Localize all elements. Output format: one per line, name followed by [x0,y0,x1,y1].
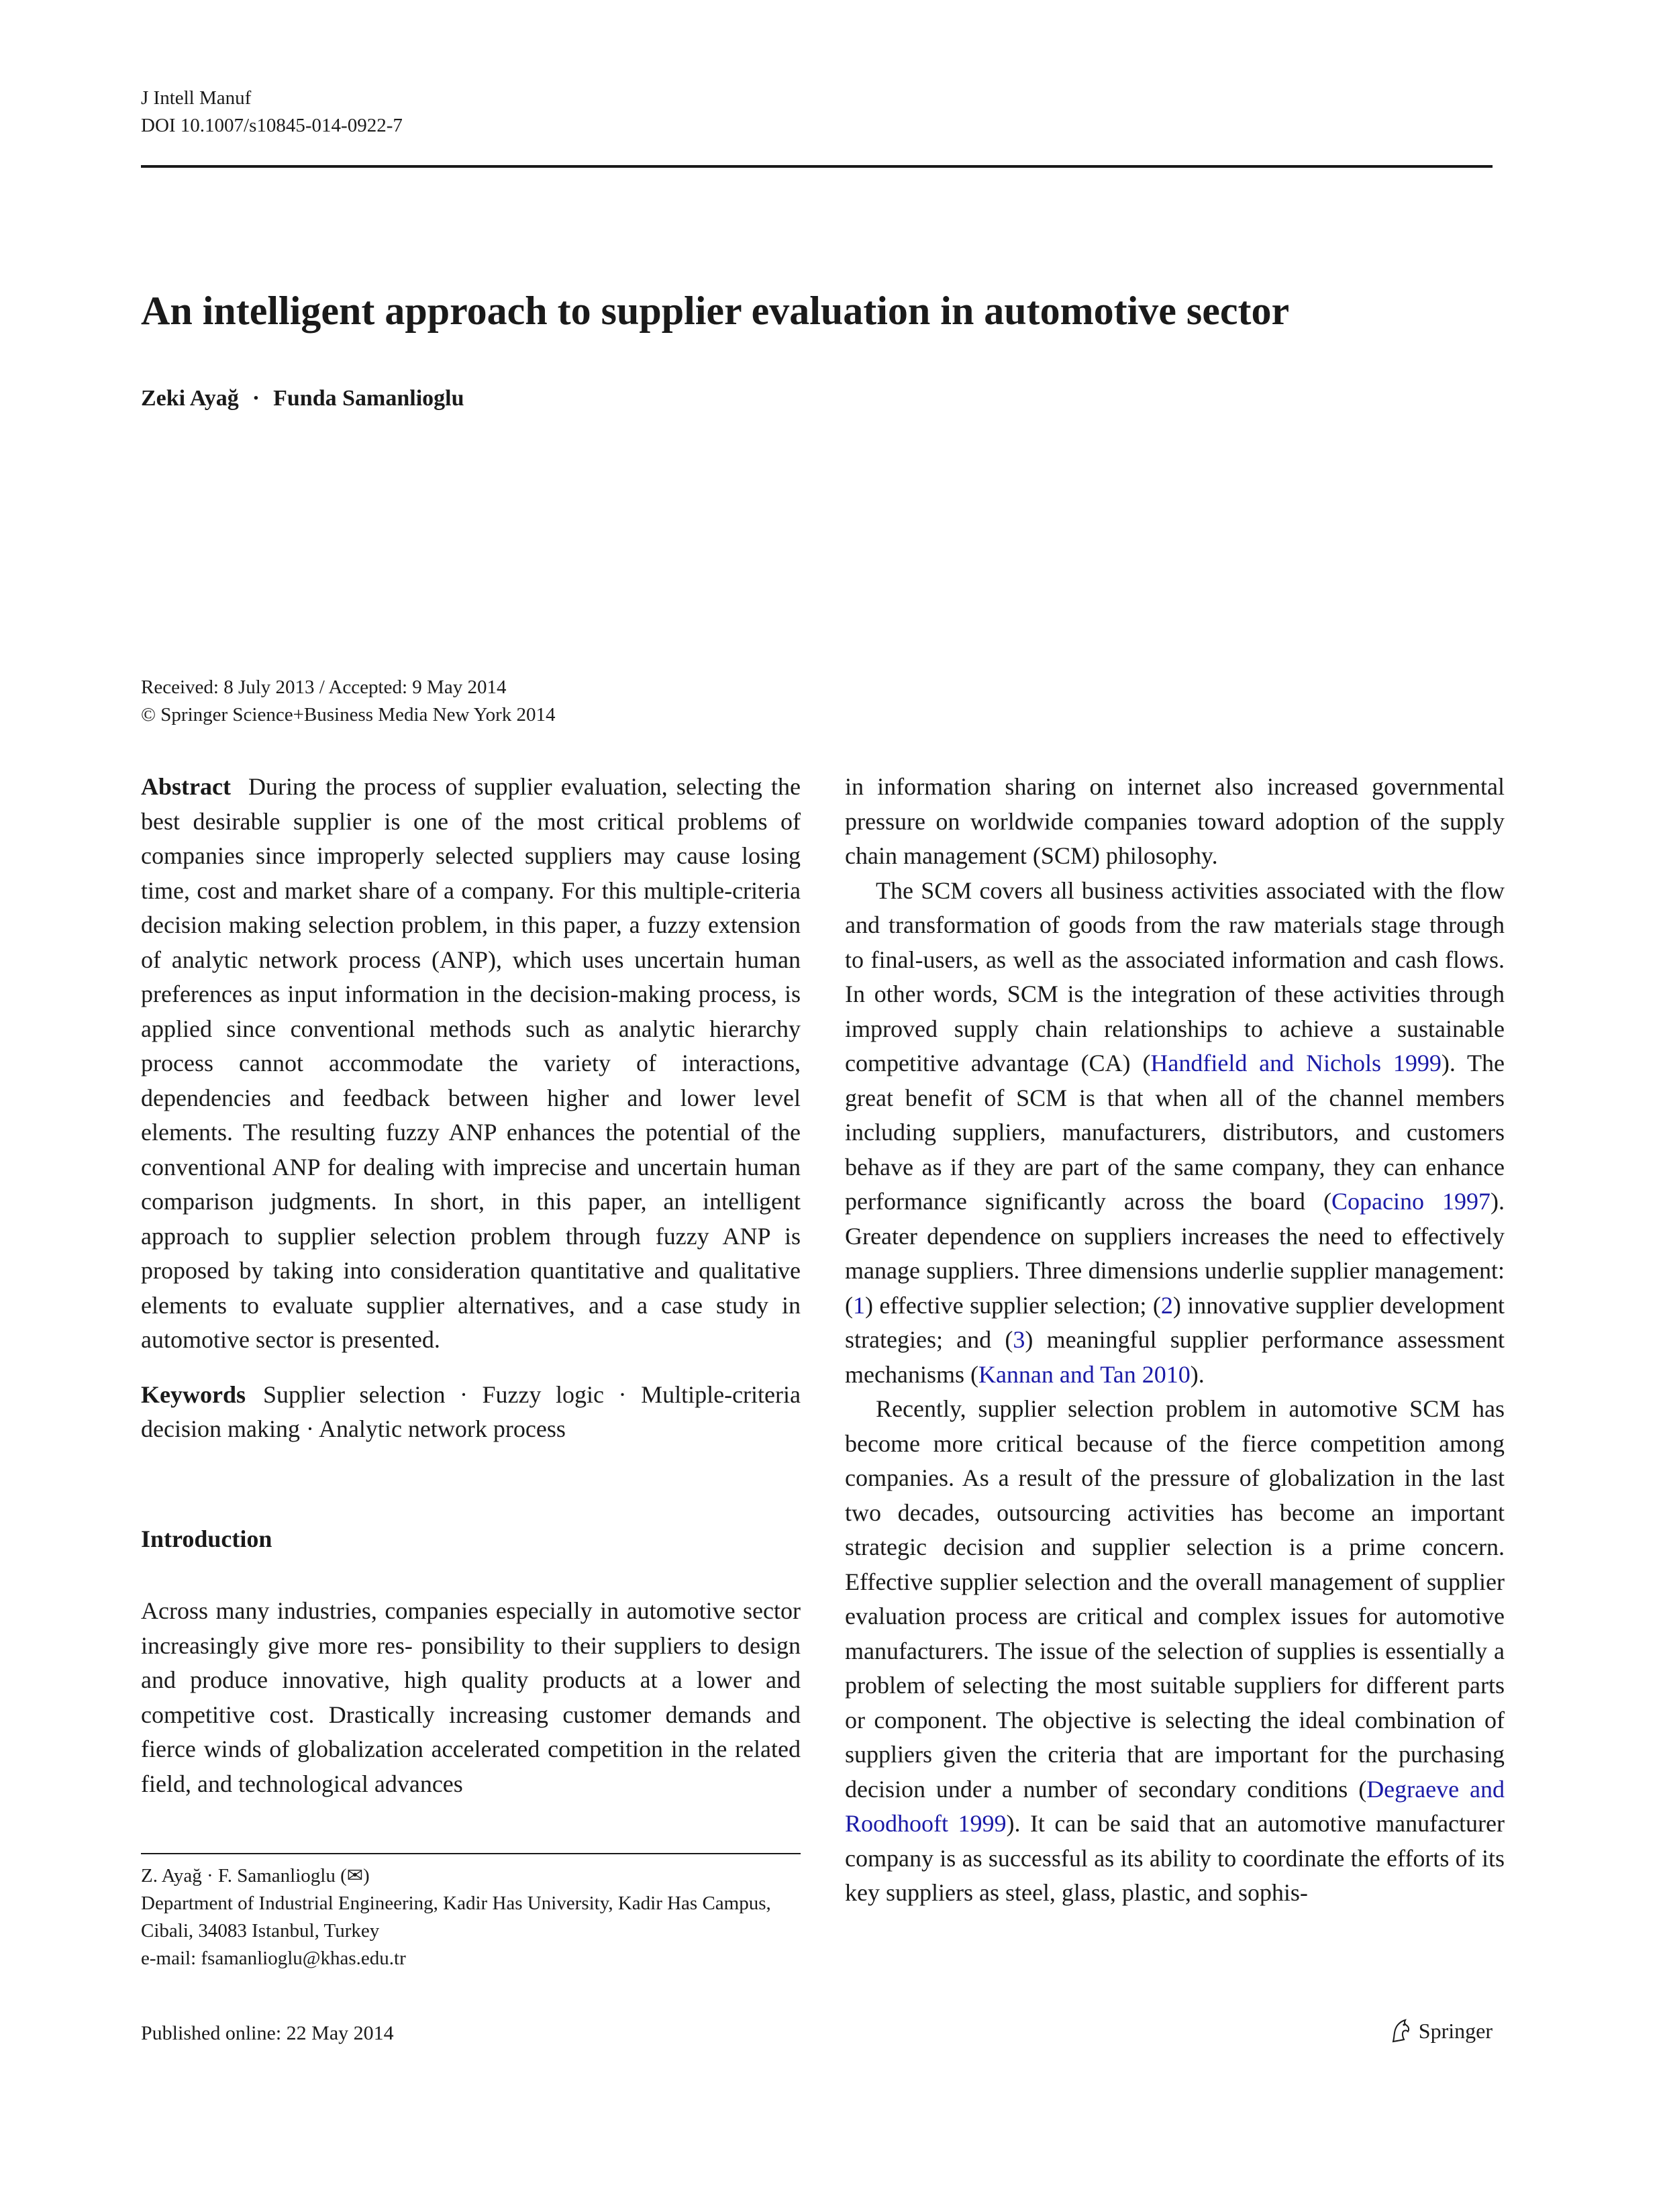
paragraph: Across many industries, companies especially in automotive sector increasingly give more res- ponsibility to their suppliers to design and produce innovative, high quality products at a lower and competitive cost. Drastically increasing customer demands and fierce winds of globalization accelerated competition in the related field, and technological advances [141,1597,801,1797]
springer-horse-icon [1389,2017,1412,2044]
journal-header [141,85,403,140]
author-affiliation-footnote [141,1862,801,1972]
paragraph: in information sharing on internet also increased governmental pressure on worldwide companies toward adoption of the supply chain management (SCM) philosophy. [845,773,1505,869]
journal-name: J Intell Manuf [141,87,252,109]
doi[interactable]: DOI 10.1007/s10845-014-0922-7 [141,115,403,136]
keywords-heading: Keywords [141,1380,246,1408]
right-column [845,770,1505,1911]
abstract-heading: Abstract [141,773,231,800]
header-divider [141,165,1493,168]
citation-link[interactable]: Kannan and Tan 2010 [978,1360,1191,1388]
paper-title: An intelligent approach to supplier evaluation in automotive sector [141,289,1290,333]
citation-link[interactable]: Copacino 1997 [1331,1188,1491,1215]
author-list [141,384,464,413]
paragraph: Recently, supplier selection problem in automotive SCM has become more critical because of the fierce competition among companies. As a result of the pressure of globalization in the last two decades, outsourcing activities has become an important strategic decision and supplier selection is a prime concern. Effective supplier selection and the overall management of supplier evaluation process are critical and complex issues for automotive manufacturers. The issue of the selection of supplies is essentially a problem of selecting the most suitable suppliers for different parts or component. The objective is selecting the ideal combination of suppliers given the criteria that are important for the purchasing decision under a number of secondary conditions (Degraeve and Roodhooft 1999). It can be said that an automotive manufacturer company is as successful as its ability to coordinate the efforts of its key suppliers as steel, glass, plastic, and sophis- [845,1395,1505,1906]
copyright: © Springer Science+Business Media New York 2014 [141,704,556,725]
reference-number-link[interactable]: 1 [853,1291,865,1319]
keywords [141,1378,801,1447]
footnote-department: Department of Industrial Engineering, Kadir Has University, Kadir Has Campus, Cibali, 34083 Istanbul, Turkey [141,1893,771,1942]
publisher-name: Springer [1418,2019,1493,2043]
abstract [141,770,801,1358]
received-accepted: Received: 8 July 2013 / Accepted: 9 May 2014 [141,676,507,698]
publication-dates [141,674,556,729]
footnote-divider [141,1853,801,1854]
publisher-logo [1389,2017,1493,2044]
paragraph: The SCM covers all business activities associated with the flow and transformation of goods from the raw materials stage through to final-users, as well as the associated information and cash flows. In other words, SCM is the integration of these activities through improved supply chain relationships to achieve a sustainable competitive advantage (CA) (Handfield and Nichols 1999). The great benefit of SCM is that when all of the channel members including suppliers, manufacturers, distributors, and customers behave as if they are part of the same company, they can enhance performance significantly across the board (Copacino 1997). Greater dependence on suppliers increases the need to effectively manage suppliers. Three dimensions underlie supplier management: (1) effective supplier selection; (2) innovative supplier development strategies; and (3) meaningful supplier performance assessment mechanisms (Kannan and Tan 2010). [845,876,1505,1388]
citation-link[interactable]: Degraeve and Roodhooft 1999 [845,1775,1505,1837]
keywords-text: Supplier selection · Fuzzy logic · Multiple-criteria decision making · Analytic network process [141,1380,801,1442]
footnote-email[interactable]: e-mail: fsamanlioglu@khas.edu.tr [141,1948,406,1969]
section-heading: Introduction [141,1525,272,1552]
author-name: Zeki Ayağ [141,386,239,411]
published-online: Published online: 22 May 2014 [141,2022,394,2044]
left-column [141,770,801,1801]
author-name: Funda Samanlioglu [273,386,464,411]
reference-number-link[interactable]: 3 [1013,1326,1025,1353]
footnote-authors: Z. Ayağ · F. Samanlioglu (✉) [141,1865,370,1887]
author-separator: · [252,386,260,411]
abstract-text: During the process of supplier evaluation, selecting the best desirable supplier is one of the most critical problems of companies since improperly selected suppliers may cause losing time, cost and market share of a company. For this multiple-criteria decision making selection problem, in this paper, a fuzzy extension of analytic network process (ANP), which uses uncertain human preferences as input information in the decision-making process, is applied since conventional methods such as analytic hierarchy process cannot accommodate the variety of interactions, dependencies and feedback between higher and lower level elements. The resulting fuzzy ANP enhances the potential of the conventional ANP for dealing with imprecise and uncertain human comparison judgments. In short, in this paper, an intelligent approach to supplier selection problem through fuzzy ANP is proposed by taking into consideration quantitative and qualitative elements to evaluate supplier alternatives, and a case study in automotive sector is presented. [141,773,801,1353]
reference-number-link[interactable]: 2 [1160,1291,1173,1319]
citation-link[interactable]: Handfield and Nichols 1999 [1150,1050,1442,1076]
